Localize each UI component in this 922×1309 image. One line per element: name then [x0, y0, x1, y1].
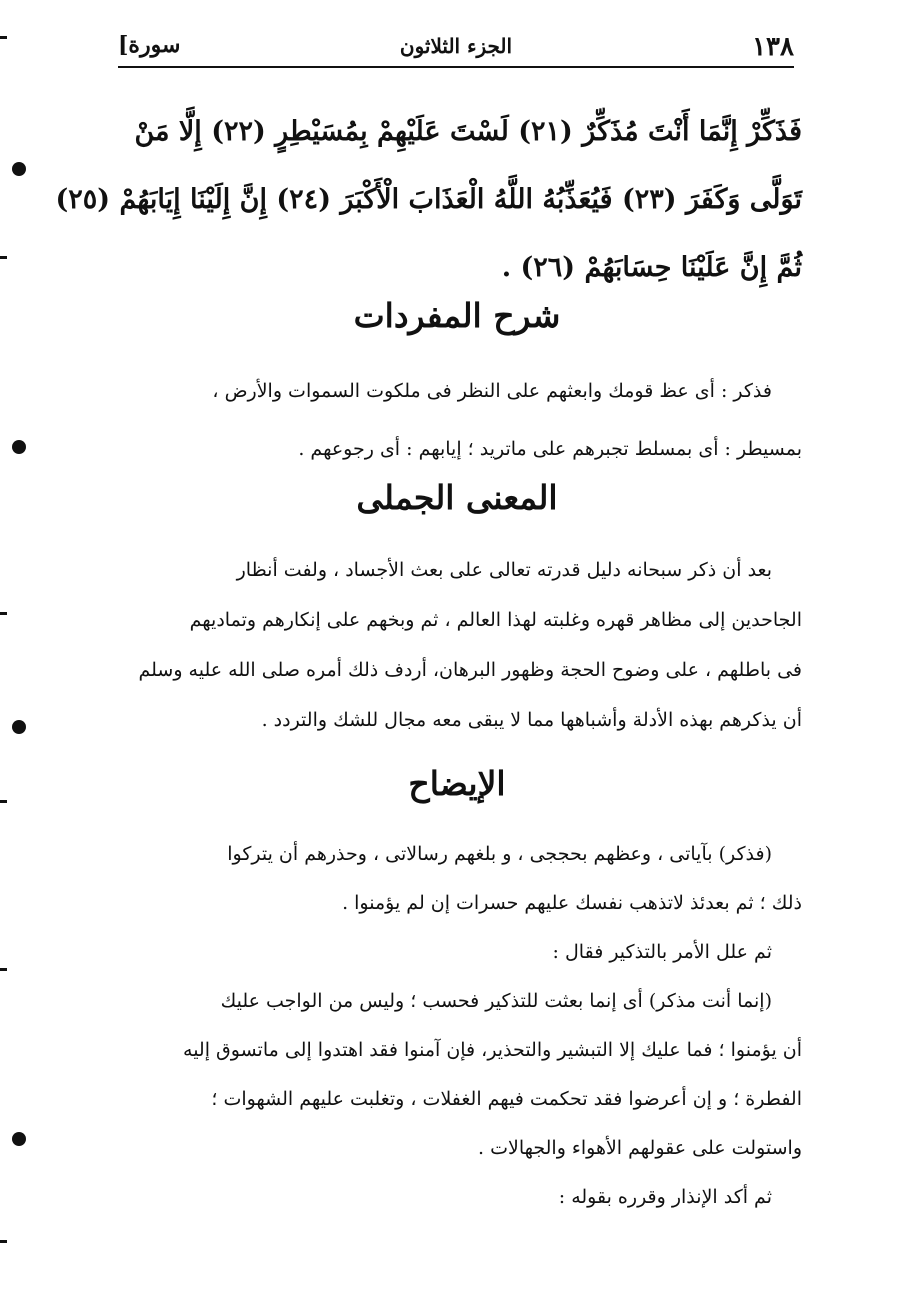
binding-hole: [12, 1132, 26, 1146]
header-rule: [118, 66, 794, 68]
meaning-line: فى باطلهم ، على وضوح الحجة وظهور البرهان، أردف ذلك أمره صلى الله عليه وسلم: [138, 659, 802, 681]
vocab-line: فذكر : أى عظ قومك وابعثهم على النظر فى ملكوت السموات والأرض ،: [212, 380, 772, 402]
meaning-line: بعد أن ذكر سبحانه دليل قدرته تعالى على بعث الأجساد ، ولفت أنظار: [236, 559, 772, 581]
page-number: ١٣٨: [752, 32, 794, 62]
binding-mark: [0, 36, 7, 39]
meaning-heading: المعنى الجملى: [356, 478, 558, 517]
page-header: [118, 28, 794, 68]
explanation-line: (إنما أنت مذكر) أى إنما بعثت للتذكير فحسب ؛ وليس من الواجب عليك: [220, 990, 772, 1012]
vocab-heading: شرح المفردات: [353, 296, 561, 335]
binding-hole: [12, 440, 26, 454]
quran-line: ثُمَّ إِنَّ عَلَيْنَا حِسَابَهُمْ (٢٦) .: [501, 252, 802, 283]
explanation-line: أن يؤمنوا ؛ فما عليك إلا التبشير والتحذير، فإن آمنوا فقد اهتدوا إلى ماتسوق إليه: [183, 1039, 802, 1061]
explanation-heading: الإيضاح: [408, 764, 506, 803]
quran-line: فَذَكِّرْ إِنَّمَا أَنْتَ مُذَكِّرٌ (٢١) لَسْتَ عَلَيْهِمْ بِمُسَيْطِرٍ (٢٢) إِلَّا مَنْ: [134, 116, 802, 147]
binding-hole: [12, 720, 26, 734]
surah-label: [سورة: [118, 32, 181, 58]
binding-mark: [0, 968, 7, 971]
explanation-line: ذلك ؛ ثم بعدئذ لاتذهب نفسك عليهم حسرات إن لم يؤمنوا .: [342, 892, 802, 914]
binding-mark: [0, 256, 7, 259]
binding-mark: [0, 1240, 7, 1243]
quran-line: تَوَلَّى وَكَفَرَ (٢٣) فَيُعَذِّبُهُ اللَّهُ الْعَذَابَ الْأَكْبَرَ (٢٤) إِنَّ إِلَيْنَا إِيَابَهُمْ (٢٥): [55, 184, 802, 215]
meaning-body: [112, 545, 802, 745]
explanation-body: [112, 830, 802, 1222]
explanation-line: ثم علل الأمر بالتذكير فقال :: [552, 941, 772, 963]
explanation-line: ثم أكد الإنذار وقرره بقوله :: [558, 1186, 772, 1208]
meaning-line: أن يذكرهم بهذه الأدلة وأشباهها مما لا يبقى معه مجال للشك والتردد .: [261, 709, 802, 731]
explanation-line: واستولت على عقولهم الأهواء والجهالات .: [478, 1137, 802, 1159]
explanation-line: الفطرة ؛ و إن أعرضوا فقد تحكمت فيهم الغفلات ، وتغلبت عليهم الشهوات ؛: [211, 1088, 802, 1110]
binding-mark: [0, 612, 7, 615]
explanation-line: (فذكر) بآياتى ، وعظهم بحججى ، و بلغهم رسالاتى ، وحذرهم أن يتركوا: [227, 843, 772, 865]
binding-mark: [0, 800, 7, 803]
vocab-line: بمسيطر : أى بمسلط تجبرهم على ماتريد ؛ إيابهم : أى رجوعهم .: [298, 438, 802, 460]
meaning-line: الجاحدين إلى مظاهر قهره وغلبته لهذا العالم ، ثم وبخهم على إنكارهم وتماديهم: [189, 609, 802, 631]
juz-title: الجزء الثلاثون: [399, 34, 513, 58]
quran-verses: [55, 98, 802, 302]
vocab-body: [112, 362, 802, 478]
binding-hole: [12, 162, 26, 176]
